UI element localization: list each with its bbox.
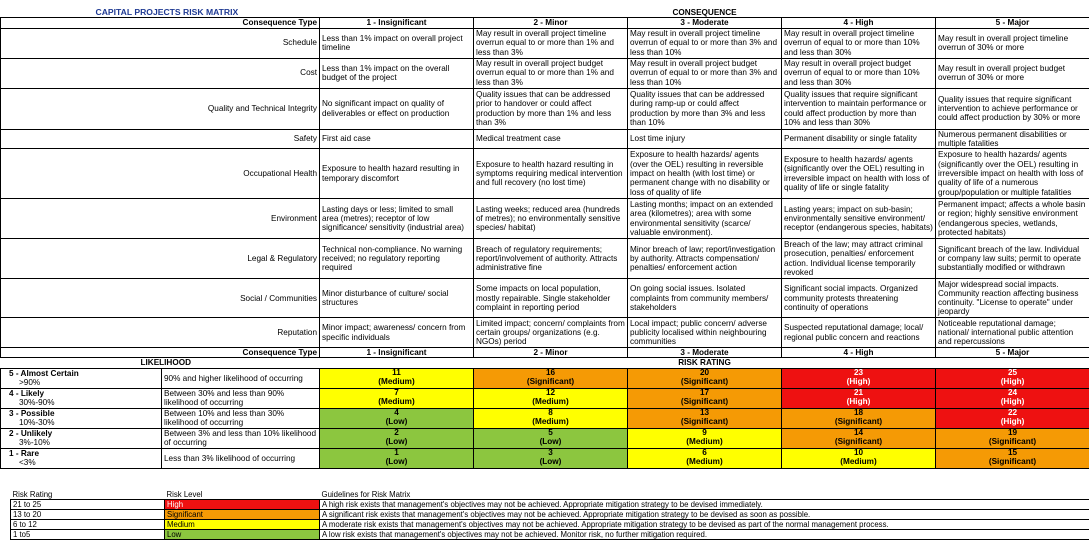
consequence-row — [1, 58, 1089, 88]
likelihood-description: Between 30% and less than 90% likelihood of occurring — [164, 388, 285, 408]
risk-guideline: A moderate risk exists that management's objectives may not be achieved. Appropriate mitigation strategy to be devised as part of the normal management process. — [320, 520, 1089, 530]
risk-range: 6 to 12 — [11, 520, 165, 530]
consequence-type: Reputation — [1, 318, 320, 348]
risk-table-row — [11, 520, 1089, 530]
consequence-type: Safety — [1, 129, 320, 149]
risk-score-cell — [628, 388, 782, 408]
risk-level: (Medium) — [532, 417, 569, 427]
consequence-cell: Numerous permanent disabilities or multiple fatalities — [936, 129, 1089, 149]
risk-level: (High) — [846, 397, 871, 407]
likelihood-row — [1, 448, 1089, 468]
risk-level: (High) — [1000, 397, 1025, 407]
top-level-header: 4 - High — [782, 18, 936, 28]
risk-table-row — [11, 500, 1089, 510]
bottom-level-header: 1 - Insignificant — [320, 348, 474, 358]
risk-guideline: A significant risk exists that management's objectives may not be achieved. Appropriate mitigation strategy to be devised as soon as possible. — [320, 510, 1089, 520]
risk-score: 3 — [548, 448, 553, 458]
consequence-type: Social / Communities — [1, 279, 320, 318]
risk-level: (Significant) — [988, 437, 1037, 447]
risk-score-cell — [628, 448, 782, 468]
consequence-row — [1, 199, 1089, 239]
risk-rating-header: RISK RATING — [678, 358, 731, 368]
risk-score-cell — [782, 428, 936, 448]
likelihood-row — [1, 408, 1089, 428]
consequence-cell: On going social issues. Isolated complaints from community members/ stakeholders — [628, 279, 782, 318]
risk-level: (Medium) — [378, 377, 415, 387]
consequence-cell: Lost time injury — [628, 129, 782, 149]
risk-score-cell — [628, 368, 782, 388]
risk-score-cell — [474, 408, 628, 428]
consequence-row — [1, 279, 1089, 318]
risk-score: 8 — [548, 408, 553, 418]
risk-score: 22 — [1007, 408, 1018, 418]
risk-score-cell — [936, 428, 1089, 448]
risk-level: (Medium) — [840, 457, 877, 467]
top-level-header: 3 - Moderate — [628, 18, 782, 28]
risk-level: (Medium) — [532, 397, 569, 407]
consequence-cell: May result in overall project timeline overrun of equal to or more than 3% and less than 10% — [628, 28, 782, 58]
risk-level: (Low) — [385, 457, 408, 467]
consequence-cell: May result in overall project timeline overrun equal to or more than 1% and less than 3% — [474, 28, 628, 58]
risk-score: 9 — [702, 428, 707, 438]
risk-level: (High) — [1000, 377, 1025, 387]
likelihood-range: >90% — [19, 378, 41, 388]
risk-score: 7 — [394, 388, 399, 398]
risk-score: 18 — [853, 408, 864, 418]
risk-score-cell — [320, 408, 474, 428]
risk-level: (Significant) — [680, 417, 729, 427]
consequence-type: Schedule — [1, 28, 320, 58]
likelihood-row — [1, 428, 1089, 448]
consequence-type: Cost — [1, 58, 320, 88]
risk-range: 1 to5 — [11, 530, 165, 540]
likelihood-name: 2 - Unlikely — [9, 428, 53, 438]
bottom-level-header: 3 - Moderate — [628, 348, 782, 358]
consequence-type: Occupational Health — [1, 149, 320, 199]
consequence-cell: May result in overall project budget overrun equal to or more than 1% and less than 3% — [474, 58, 628, 88]
consequence-cell: Lasting weeks; reduced area (hundreds of metres); no environmentally sensitive species/ habitat) — [474, 199, 628, 239]
risk-level-swatch: Significant — [165, 510, 320, 520]
risk-score-cell — [474, 448, 628, 468]
likelihood-cell — [1, 368, 320, 388]
consequence-cell: First aid case — [320, 129, 474, 149]
risk-score: 15 — [1007, 448, 1018, 458]
consequence-header: CONSEQUENCE — [320, 8, 1089, 18]
consequence-cell: Minor impact; awareness/ concern from specific individuals — [320, 318, 474, 348]
risk-score-cell — [474, 368, 628, 388]
likelihood-row — [1, 388, 1089, 408]
likelihood-row — [1, 368, 1089, 388]
consequence-type: Quality and Technical Integrity — [1, 88, 320, 129]
risk-score: 19 — [1007, 428, 1018, 438]
consequence-cell: May result in overall project timeline overrun of 30% or more — [936, 28, 1089, 58]
risk-score: 24 — [1007, 388, 1018, 398]
consequence-cell: May result in overall project timeline overrun of equal to or more than 10% and less than 30% — [782, 28, 936, 58]
bottom-level-header: 4 - High — [782, 348, 936, 358]
risk-score-cell — [782, 408, 936, 428]
likelihood-cell — [1, 388, 320, 408]
risk-level: (Significant) — [834, 417, 883, 427]
consequence-cell: May result in overall project budget overrun of 30% or more — [936, 58, 1089, 88]
top-level-header: 5 - Major — [936, 18, 1089, 28]
risk-level: (Significant) — [526, 377, 575, 387]
risk-level: (Significant) — [834, 437, 883, 447]
risk-score: 5 — [548, 428, 553, 438]
risk-score-cell — [936, 448, 1089, 468]
risk-score: 1 — [394, 448, 399, 458]
risk-score: 20 — [699, 368, 710, 378]
consequence-cell: Exposure to health hazard resulting in temporary discomfort — [320, 149, 474, 199]
risk-level: (Significant) — [988, 457, 1037, 467]
risk-score: 16 — [545, 368, 556, 378]
consequence-cell: Quality issues that require significant intervention to maintain performance or could affect production by more than 10% and less than 30% — [782, 88, 936, 129]
risk-score: 11 — [392, 368, 401, 378]
consequence-cell: Minor disturbance of culture/ social structures — [320, 279, 474, 318]
consequence-cell: Major widespread social impacts. Community reaction affecting business continuity. "License to operate" under jeopardy — [936, 279, 1089, 318]
risk-score-cell — [474, 388, 628, 408]
consequence-cell: Significant social impacts. Organized community protests threatening continuity of operations — [782, 279, 936, 318]
consequence-cell: Significant breach of the law. Individual or company law suits; permit to operate substantially modified or withdrawn — [936, 239, 1089, 279]
consequence-cell: Lasting years; impact on sub-basin; environmentally sensitive environment/ receptor (endangerous species, habitats) — [782, 199, 936, 239]
risk-score: 4 — [394, 408, 399, 418]
risk-level: (Medium) — [686, 457, 723, 467]
risk-level: (Significant) — [680, 377, 729, 387]
risk-score-cell — [320, 388, 474, 408]
consequence-cell: Lasting months; impact on an extended area (kilometres); area with some environmental sensitivity (scarce/ valuable environment). — [628, 199, 782, 239]
consequence-row — [1, 318, 1089, 348]
likelihood-description: Between 3% and less than 10% likelihood of occurring — [164, 428, 317, 448]
risk-range: 21 to 25 — [11, 500, 165, 510]
risk-score: 12 — [545, 388, 556, 398]
risk-score-cell — [936, 408, 1089, 428]
consequence-row — [1, 149, 1089, 199]
risk-score-cell — [782, 368, 936, 388]
consequence-matrix — [0, 8, 1089, 469]
risk-table-row — [11, 530, 1089, 540]
consequence-cell: Exposure to health hazards/ agents (over the OEL) resulting in reversible impact on health (with lost time) or permanent change with no disability or loss of quality of life — [628, 149, 782, 199]
likelihood-name: 4 - Likely — [9, 388, 45, 398]
risk-level: (Low) — [539, 457, 562, 467]
risk-score-cell — [320, 448, 474, 468]
risk-level: (High) — [846, 377, 871, 387]
risk-level: (Low) — [385, 417, 408, 427]
risk-score: 6 — [702, 448, 707, 458]
risk-score-cell — [320, 428, 474, 448]
consequence-cell: Some impacts on local population, mostly repairable. Single stakeholder complaint in reporting period — [474, 279, 628, 318]
risk-level: (Medium) — [686, 437, 723, 447]
consequence-row — [1, 239, 1089, 279]
risk-level: (Low) — [385, 437, 408, 447]
matrix-title: CAPITAL PROJECTS RISK MATRIX — [95, 8, 239, 17]
consequence-cell: Exposure to health hazards/ agents (significantly over the OEL) resulting in irreversible impact on health with loss of quality of life or single fatality — [782, 149, 936, 199]
consequence-cell: Permanent impact; affects a whole basin or region; highly sensitive environment (endangerous species, wetlands, protected habitats) — [936, 199, 1089, 239]
risk-score: 13 — [699, 408, 710, 418]
risk-score: 25 — [1007, 368, 1018, 378]
likelihood-cell — [1, 448, 320, 468]
consequence-row — [1, 129, 1089, 149]
consequence-cell: Permanent disability or single fatality — [782, 129, 936, 149]
likelihood-range: 3%-10% — [19, 438, 50, 448]
consequence-cell: Local impact; public concern/ adverse publicity localised within neighbouring communities — [628, 318, 782, 348]
risk-score-cell — [782, 448, 936, 468]
consequence-cell: Less than 1% impact on the overall budget of the project — [320, 58, 474, 88]
risk-score: 21 — [853, 388, 864, 398]
consequence-row — [1, 88, 1089, 129]
risk-level-swatch: Medium — [165, 520, 320, 530]
consequence-type: Legal & Regulatory — [1, 239, 320, 279]
bottom-consequence-type-label: Consequence Type — [1, 348, 320, 358]
consequence-cell: Exposure to health hazard resulting in symptoms requiring medical intervention and full recovery (no lost time) — [474, 149, 628, 199]
risk-score: 14 — [853, 428, 864, 438]
consequence-cell: Technical non-compliance. No warning received; no regulatory reporting required — [320, 239, 474, 279]
risk-score-cell — [474, 428, 628, 448]
risk-level: (High) — [1000, 417, 1025, 427]
risk-score: 2 — [394, 428, 399, 438]
risk-score-cell — [628, 408, 782, 428]
risk-score: 10 — [853, 448, 864, 458]
top-level-header: 2 - Minor — [474, 18, 628, 28]
likelihood-description: Less than 3% likelihood of occurring — [164, 453, 296, 463]
risk-rating-table — [10, 489, 1089, 540]
likelihood-name: 5 - Almost Certain — [9, 368, 79, 378]
consequence-cell: Quality issues that require significant intervention to achieve performance or could affect production by 30% or more — [936, 88, 1089, 129]
risk-score-cell — [320, 368, 474, 388]
consequence-cell: No significant impact on quality of deliverables or effect on production — [320, 88, 474, 129]
likelihood-range: 30%-90% — [19, 398, 55, 408]
consequence-cell: Medical treatment case — [474, 129, 628, 149]
risk-level: (Low) — [539, 437, 562, 447]
risk-score: 17 — [699, 388, 710, 398]
consequence-cell: Limited impact; concern/ complaints from certain groups/ organizations (e.g. NGOs) period — [474, 318, 628, 348]
likelihood-cell — [1, 408, 320, 428]
likelihood-cell — [1, 428, 320, 448]
risk-score-cell — [782, 388, 936, 408]
risk-level-swatch: Low — [165, 530, 320, 540]
likelihood-name: 1 - Rare — [9, 448, 40, 458]
consequence-cell: Breach of regulatory requirements; report/involvement of authority. Attracts administrative fine — [474, 239, 628, 279]
consequence-cell: Minor breach of law; report/investigation by authority. Attracts compensation/ penalties/ enforcement action — [628, 239, 782, 279]
likelihood-header: LIKELIHOOD — [140, 358, 191, 368]
consequence-cell: Exposure to health hazards/ agents (significantly over the OEL) resulting in irreversible impact on health with loss of quality of life of a numerous group/population or multiple fatalities — [936, 149, 1089, 199]
risk-level-swatch: High — [165, 500, 320, 510]
bottom-level-header: 5 - Major — [936, 348, 1089, 358]
consequence-cell: Noticeable reputational damage; national/ international public attention and repercussions — [936, 318, 1089, 348]
likelihood-name: 3 - Possible — [9, 408, 55, 418]
risk-guideline: A high risk exists that management's objectives may not be achieved. Appropriate mitigation strategy to be devised immediately. — [320, 500, 1089, 510]
likelihood-range: 10%-30% — [19, 418, 55, 428]
risk-table-header: Risk Rating — [11, 489, 165, 500]
risk-table-header: Guidelines for Risk Matrix — [320, 489, 1089, 500]
risk-score: 23 — [853, 368, 864, 378]
risk-level: (Significant) — [680, 397, 729, 407]
risk-score-cell — [628, 428, 782, 448]
risk-score-cell — [936, 368, 1089, 388]
risk-table-header: Risk Level — [165, 489, 320, 500]
top-level-header: 1 - Insignificant — [320, 18, 474, 28]
consequence-cell: May result in overall project budget overrun of equal to or more than 3% and less than 10% — [628, 58, 782, 88]
risk-score-cell — [936, 388, 1089, 408]
risk-range: 13 to 20 — [11, 510, 165, 520]
risk-level: (Medium) — [378, 397, 415, 407]
consequence-cell: Less than 1% impact on overall project timeline — [320, 28, 474, 58]
bottom-level-header: 2 - Minor — [474, 348, 628, 358]
consequence-cell: May result in overall project budget overrun of equal to or more than 10% and less than 30% — [782, 58, 936, 88]
top-consequence-type-label: Consequence Type — [1, 18, 320, 28]
consequence-row — [1, 28, 1089, 58]
consequence-type: Environment — [1, 199, 320, 239]
consequence-cell: Breach of the law; may attract criminal prosecution, penalties/ enforcement action. Individual license temporarily revoked — [782, 239, 936, 279]
likelihood-range: <3% — [19, 458, 36, 468]
likelihood-description: 90% and higher likelihood of occurring — [164, 373, 303, 383]
consequence-cell: Suspected reputational damage; local/ regional public concern and reactions — [782, 318, 936, 348]
risk-guideline: A low risk exists that management's objectives may not be achieved. Monitor risk, no further mitigation required. — [320, 530, 1089, 540]
likelihood-description: Between 10% and less than 30% likelihood of occurring — [164, 408, 285, 428]
consequence-cell: Quality issues that can be addressed during ramp-up or could affect production by more than 3% and less than 10% — [628, 88, 782, 129]
consequence-cell: Lasting days or less; limited to small area (metres); receptor of low significance/ sensitivity (industrial area) — [320, 199, 474, 239]
consequence-cell: Quality issues that can be addressed prior to handover or could affect production by more than 1% and less than 3% — [474, 88, 628, 129]
risk-table-row — [11, 510, 1089, 520]
